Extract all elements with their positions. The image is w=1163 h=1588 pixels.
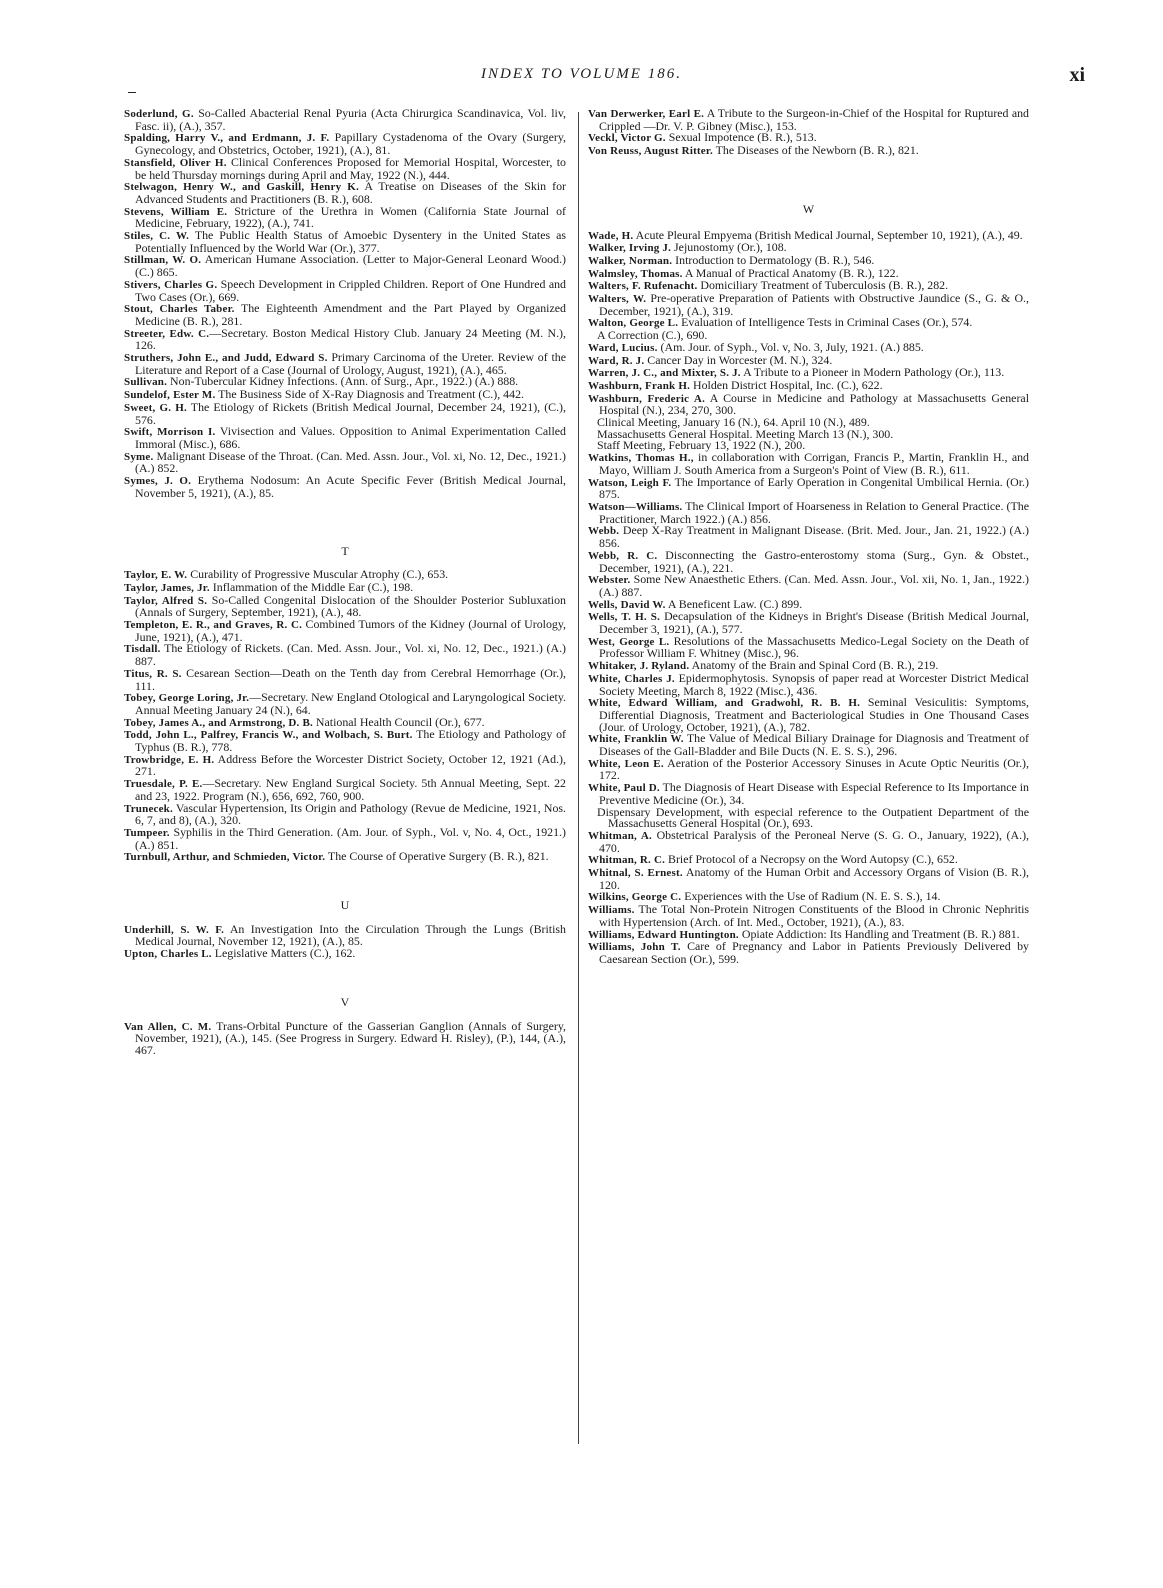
entry-text: Clinical Conferences Proposed for Memorial Hospital, Worcester, to be held Thursday mornings during April and May, 1922 (N.), 444. <box>135 154 567 182</box>
entry-text: Aeration of the Posterior Accessory Sinuses in Acute Optic Neuritis (Or.), 172. <box>599 755 1029 783</box>
entry-text: Speech Development in Crippled Children. Report of One Hundred and Two Cases (Or.), 669. <box>135 276 566 304</box>
entry-author: Upton, Charles L. <box>124 948 212 961</box>
entry-text: Trans-Orbital Puncture of the Gasserian Ganglion (Annals of Surgery, November, 1921), (A.), 145. (See Progress in Surgery. Edward H. Risley), (P.), 144, (A.), 467. <box>135 1018 566 1057</box>
right-column <box>588 108 1029 966</box>
entry-text: Obstetrical Paralysis of the Peroneal Nerve (S. G. O., January, 1922), (A.), 470. <box>599 827 1030 855</box>
index-entry <box>124 181 566 205</box>
entry-text: Holden District Hospital, Inc. (C.), 622. <box>690 377 883 392</box>
entry-text: American Humane Association. (Letter to Major-General Leonard Wood.) (C.) 865. <box>135 252 567 280</box>
entry-text: —Secretary. New England Surgical Society. 5th Annual Meeting, Sept. 22 and 23, 1922. Program (N.), 656, 692, 760, 900. <box>135 776 566 803</box>
entry-text: Combined Tumors of the Kidney (Journal of Urology, June, 1921), (A.), 471. <box>135 617 566 644</box>
entry-author: Webster. <box>588 574 631 587</box>
v-entries-right <box>588 108 1029 158</box>
entry-text: Acute Pleural Empyema (British Medical Journal, September 10, 1921), (A.), 49. <box>633 227 1023 242</box>
index-entry <box>588 474 1029 502</box>
entry-author: Taylor, E. W. <box>124 569 188 582</box>
entry-author: Whitaker, J. Ryland. <box>588 660 690 673</box>
index-entry <box>124 800 566 828</box>
entry-text: The Course of Operative Surgery (B. R.), 821. <box>325 849 549 864</box>
index-entry <box>124 619 566 643</box>
t-entries <box>124 569 566 864</box>
entry-text: National Health Council (Or.), 677. <box>312 714 485 729</box>
entry-text: Decapsulation of the Kidneys in Bright's Disease (British Medical Journal, December 3, 1921), (A.), 577. <box>599 609 1029 637</box>
index-entry <box>588 611 1029 635</box>
entry-text: Some New Anaesthetic Ethers. (Can. Med. Assn. Jour., Vol. xii, No. 1, Jan., 1922.) (A.) 887. <box>599 572 1029 599</box>
entry-text: The Diseases of the Newborn (B. R.), 821. <box>712 143 919 158</box>
entry-text: The Value of Medical Biliary Drainage for Diagnosis and Treatment of Diseases of the Gall-Bladder and Bile Ducts (N. E. S. S.), 296. <box>599 731 1029 759</box>
entry-text: Papillary Cystadenoma of the Ovary (Surgery, Gynecology, and Obstetrics, October, 1921), (A.), 81. <box>135 130 566 158</box>
index-entry <box>124 108 566 132</box>
entry-author: Truesdale, P. E. <box>124 778 203 791</box>
entry-author: Stansfield, Oliver H. <box>124 156 227 169</box>
entry-text: Opiate Addiction: Its Handling and Treatment (B. R.) 881. <box>738 926 1020 941</box>
entry-author: Washburn, Frank H. <box>588 379 691 392</box>
index-subentry: Dispensary Development, with especial reference to the Outpatient Department of the Massachusetts General Hospital (Or.), 693. <box>597 804 1029 831</box>
entry-text: (Am. Jour. of Syph., Vol. v, No. 3, July, 1921. (A.) 885. <box>657 339 924 354</box>
index-entry <box>588 827 1030 855</box>
index-entry <box>588 733 1029 757</box>
entry-author: Whitman, R. C. <box>588 854 666 867</box>
entry-author: Williams. <box>588 904 635 917</box>
index-entry <box>124 303 566 327</box>
index-entry <box>124 592 566 620</box>
entry-text: Domiciliary Treatment of Tuberculosis (B. R.), 282. <box>697 278 949 293</box>
running-head: INDEX TO VOLUME 186. <box>481 66 682 82</box>
entry-text: Vivisection and Values. Opposition to Animal Experimentation Called Immoral (Misc.), 686. <box>135 424 566 451</box>
page-number: xi <box>1069 64 1085 86</box>
entry-text: Malignant Disease of the Throat. (Can. Med. Assn. Jour., Vol. xi, No. 12, Dec., 1921.) (A.) 852. <box>135 448 566 476</box>
entry-text: Sexual Impotence (B. R.), 513. <box>665 130 817 145</box>
entry-author: Sullivan. <box>124 376 168 389</box>
entry-text: Anatomy of the Brain and Spinal Cord (B. R.), 219. <box>689 658 939 673</box>
entry-author: Ward, Lucius. <box>588 341 658 354</box>
entry-author: Walker, Norman. <box>588 254 673 267</box>
entry-author: Warren, J. C., and Mixter, S. J. <box>588 367 741 380</box>
entry-author: Ward, R. J. <box>588 354 645 367</box>
left-column <box>124 108 566 1057</box>
entry-text: Erythema Nodosum: An Acute Specific Fever (British Medical Journal, November 5, 1921), (A.), 85. <box>135 473 566 500</box>
entry-author: Walters, W. <box>588 293 647 306</box>
index-entry <box>124 132 566 156</box>
index-entry <box>588 547 1029 575</box>
entry-text: Inflammation of the Middle Ear (C.), 198. <box>209 579 414 594</box>
entry-text: in collaboration with Corrigan, Francis P., Martin, Franklin H., and Mayo, William J. South America from a Surgeon's Point of View (B. R.), 611. <box>599 450 1029 477</box>
w-entries <box>588 227 1030 966</box>
entry-author: Turnbull, Arthur, and Schmieden, Victor. <box>124 851 326 864</box>
entry-text: Syphilis in the Third Generation. (Am. Jour. of Syph., Vol. v, No. 4, Oct., 1921.) (A.) 851. <box>135 824 566 852</box>
entry-author: Syme. <box>124 450 154 463</box>
index-entry <box>588 227 1029 243</box>
entry-author: Watson—Williams. <box>588 500 683 513</box>
entry-text: The Eighteenth Amendment and the Part Played by Organized Medicine (B. R.), 281. <box>135 301 566 328</box>
entry-text: The Total Non-Protein Nitrogen Constituents of the Blood in Chronic Nephritis with Hypertension (Arch. of Int. Med., October, 1921), (A.), 83. <box>599 902 1029 929</box>
index-entry <box>588 782 1029 806</box>
entry-text: —Secretary. New England Otological and Laryngological Society. Annual Meeting January 24 (N.), 64. <box>135 690 566 717</box>
section-letter-v: V <box>340 994 350 1009</box>
entry-text: Experiences with the Use of Radium (N. E. S. S.), 14. <box>681 889 941 904</box>
entry-author: Templeton, E. R., and Graves, R. C. <box>124 619 303 632</box>
entry-text: A Tribute to the Surgeon-in-Chief of the Hospital for Ruptured and Crippled —Dr. V. P. Gibney (Misc.), 153. <box>599 106 1029 133</box>
entry-author: Taylor, Alfred S. <box>124 594 208 607</box>
index-entry <box>124 665 567 693</box>
entry-author: Watkins, Thomas H., <box>588 452 694 465</box>
index-subentry: Clinical Meeting, January 16 (N.), 64. April 10 (N.), 489. <box>597 415 870 430</box>
entry-author: Wells, T. H. S. <box>588 611 661 624</box>
index-entry <box>124 824 566 852</box>
entry-author: Symes, J. O. <box>124 475 192 488</box>
entry-author: White, Edward William, and Gradwohl, R. B. H. <box>588 697 861 710</box>
entry-text: Cesarean Section—Death on the Tenth day from Cerebral Hemorrhage (Or.), 111. <box>135 665 567 693</box>
index-entry <box>124 643 566 667</box>
column-divider <box>578 112 579 1444</box>
index-entry <box>588 108 1029 132</box>
entry-author: Van Allen, C. M. <box>124 1020 212 1033</box>
entry-author: White, Leon E. <box>588 757 664 770</box>
entry-author: Veckl, Victor G. <box>588 132 666 145</box>
index-entry <box>588 633 1029 661</box>
index-subentry: A Correction (C.), 690. <box>597 328 708 343</box>
index-entry <box>588 498 1029 526</box>
entry-author: Walmsley, Thomas. <box>588 267 683 280</box>
entry-text: Seminal Vesiculitis: Symptoms, Differential Diagnosis, Treatment and Bacteriological Studies in One Thousand Cases (Jour. of Urology, October, 1921), (A.), 782. <box>599 695 1030 734</box>
entry-author: Sweet, G. H. <box>124 401 187 414</box>
entry-author: Walters, F. Rufenacht. <box>588 280 698 293</box>
index-entry <box>588 670 1029 698</box>
entry-text: Non-Tubercular Kidney Infections. (Ann. of Surg., Apr., 1922.) (A.) 888. <box>167 374 519 389</box>
index-entry <box>124 948 566 961</box>
index-entry <box>588 452 1029 476</box>
entry-text: So-Called Congenital Dislocation of the Shoulder Posterior Subluxation (Annals of Surgery, September, 1921), (A.), 48. <box>135 592 566 620</box>
entry-author: Stillman, W. O. <box>124 254 202 267</box>
entry-text: The Etiology of Rickets. (Can. Med. Assn. Jour., Vol. xi, No. 12, Dec., 1921.) (A.) 887. <box>135 641 566 669</box>
index-entry <box>124 729 566 753</box>
entry-text: A Course in Medicine and Pathology at Massachusetts General Hospital (N.), 234, 270, 300. <box>599 390 1030 418</box>
entry-text: The Diagnosis of Heart Disease with Especial Reference to Its Importance in Preventive Medicine (Or.), 34. <box>599 780 1029 807</box>
section-letter-w: W <box>802 201 815 216</box>
index-entry <box>124 1018 566 1057</box>
entry-author: Todd, John L., Palfrey, Francis W., and Wolbach, S. Burt. <box>124 729 413 742</box>
entry-author: Trowbridge, E. H. <box>124 753 215 766</box>
entry-author: Whitnal, S. Ernest. <box>588 867 683 880</box>
entry-author: Struthers, John E., and Judd, Edward S. <box>124 352 328 365</box>
index-entry <box>588 867 1029 891</box>
entry-author: Spalding, Harry V., and Erdmann, J. F. <box>124 132 330 145</box>
entry-text: Brief Protocol of a Necropsy on the Word Autopsy (C.), 652. <box>665 852 958 867</box>
entry-author: Whitman, A. <box>588 829 653 842</box>
entry-author: Wade, H. <box>588 229 634 242</box>
entry-author: Tisdall. <box>124 643 161 656</box>
index-entry <box>124 426 566 450</box>
entry-text: Introduction to Dermatology (B. R.), 546. <box>672 252 875 267</box>
entry-author: Watson, Leigh F. <box>588 476 672 489</box>
entry-text: Deep X-Ray Treatment in Malignant Disease. (Brit. Med. Jour., Jan. 21, 1922.) (A.) 856. <box>599 523 1029 551</box>
index-entry <box>124 325 566 353</box>
entry-text: A Manual of Practical Anatomy (B. R.), 122. <box>682 265 899 280</box>
entry-author: Von Reuss, August Ritter. <box>588 145 713 158</box>
entry-text: Disconnecting the Gastro-enterostomy stoma (Surg., Gyn. & Obstet., December, 1921), (A.), 221. <box>599 547 1029 575</box>
entry-text: The Clinical Import of Hoarseness in Relation to General Practice. (The Practitioner, March 1922.) (A.) 856. <box>599 498 1029 526</box>
index-entry <box>588 574 1029 598</box>
entry-author: Sundelof, Ester M. <box>124 389 216 402</box>
entry-author: White, Franklin W. <box>588 733 684 746</box>
entry-author: Underhill, S. W. F. <box>124 923 225 936</box>
index-entry <box>588 390 1030 418</box>
index-entry <box>124 921 566 949</box>
entry-author: Walker, Irving J. <box>588 242 672 255</box>
entry-author: Tobey, George Loring, Jr. <box>124 692 250 705</box>
entry-author: Soderlund, G. <box>124 108 194 120</box>
entry-text: Anatomy of the Human Orbit and Accessory Organs of Vision (B. R.), 120. <box>599 865 1029 892</box>
entry-text: Address Before the Worcester District Society, October 12, 1921 (Ad.), 271. <box>135 751 566 779</box>
u-entries <box>124 921 566 961</box>
entry-author: Wilkins, George C. <box>588 891 682 904</box>
entry-text: Evaluation of Intelligence Tests in Criminal Cases (Or.), 574. <box>678 315 973 330</box>
entry-author: Trunecek. <box>124 802 173 815</box>
entry-text: An Investigation Into the Circulation Through the Lungs (British Medical Journal, November 12, 1921), (A.), 85. <box>135 921 566 949</box>
entry-author: White, Paul D. <box>588 782 660 795</box>
entry-text: Legislative Matters (C.), 162. <box>211 946 356 961</box>
v-entries-left <box>124 1018 566 1057</box>
entry-text: The Importance of Early Operation in Congenital Umbilical Hernia. (Or.) 875. <box>599 474 1029 502</box>
entry-author: Williams, Edward Huntington. <box>588 928 739 941</box>
index-entry <box>588 755 1029 783</box>
entry-text: Stricture of the Urethra in Women (California State Journal of Medicine, February, 1922), (A.), 741. <box>135 203 566 231</box>
index-entry <box>588 941 1029 965</box>
entry-text: Epidermophytosis. Synopsis of paper read at Worcester District Medical Society Meeting, March 8, 1922 (Misc.), 436. <box>599 670 1029 698</box>
entry-text: A Beneficent Law. (C.) 899. <box>665 596 803 611</box>
entry-author: Swift, Morrison I. <box>124 426 216 439</box>
dash-mark <box>128 92 136 93</box>
index-entry <box>588 525 1029 549</box>
index-entry <box>124 448 566 476</box>
entry-text: Cancer Day in Worcester (M. N.), 324. <box>644 352 833 367</box>
entry-text: Pre-operative Preparation of Patients with Obstructive Jaundice (S., G. & O., December, 1921), (A.), 319. <box>599 291 1030 318</box>
index-entry <box>124 751 566 779</box>
s-entries <box>124 108 566 500</box>
entry-text: Vascular Hypertension, Its Origin and Pathology (Revue de Medicine, 1921, Nos. 6, 7, and 8), (A.), 320. <box>135 800 566 828</box>
entry-text: Resolutions of the Massachusetts Medico-Legal Society on the Death of Professor William F. Whitney (Misc.), 96. <box>599 633 1029 661</box>
entry-author: Tumpeer. <box>124 826 170 839</box>
entry-author: Van Derwerker, Earl E. <box>588 108 705 120</box>
entry-author: Stevens, William E. <box>124 205 228 218</box>
entry-author: Tobey, James A., and Armstrong, D. B. <box>124 716 313 729</box>
entry-author: Stiles, C. W. <box>124 230 190 243</box>
index-subentry: Staff Meeting, February 13, 1922 (N.), 200. <box>597 438 806 453</box>
index-entry <box>124 399 566 427</box>
index-entry <box>124 778 566 802</box>
entry-author: Webb. <box>588 525 620 538</box>
entry-author: Titus, R. S. <box>124 667 182 680</box>
index-entry <box>124 475 566 499</box>
index-entry <box>124 154 567 182</box>
entry-author: Stelwagon, Henry W., and Gaskill, Henry K. <box>124 181 360 194</box>
entry-author: Streeter, Edw. C. <box>124 327 210 340</box>
entry-author: Webb, R. C. <box>588 549 658 562</box>
section-letter-t: T <box>341 543 349 558</box>
entry-author: Walton, George L. <box>588 317 679 330</box>
entry-author: Stout, Charles Taber. <box>124 303 235 316</box>
index-entry <box>124 230 566 254</box>
entry-text: So-Called Abacterial Renal Pyuria (Acta Chirurgica Scandinavica, Vol. liv, Fasc. ii), (A.), 357. <box>135 106 566 133</box>
entry-author: Wells, David W. <box>588 598 666 611</box>
entry-author: Washburn, Frederic A. <box>588 392 706 405</box>
index-entry <box>124 851 566 864</box>
entry-text: The Business Side of X-Ray Diagnosis and Treatment (C.), 442. <box>215 387 524 402</box>
index-entry <box>588 904 1029 928</box>
section-letter-u: U <box>340 898 350 913</box>
index-entry <box>124 254 566 278</box>
entry-text: The Public Health Status of Amoebic Dysentery in the United States as Potentially Influenced by the World War (Or.), 377. <box>135 228 566 255</box>
entry-text: The Etiology of Rickets (British Medical Journal, December 24, 1921), (C.), 576. <box>135 399 566 427</box>
entry-text: A Treatise on Diseases of the Skin for Advanced Students and Practitioners (B. R.), 608. <box>135 179 567 206</box>
entry-author: Williams, John T. <box>588 941 681 954</box>
entry-author: West, George L. <box>588 635 670 648</box>
entry-author: Stivers, Charles G. <box>124 278 218 291</box>
entry-text: —Secretary. Boston Medical History Club. January 24 Meeting (M. N.), 126. <box>135 325 566 353</box>
entry-text: The Etiology and Pathology of Typhus (B. R.), 778. <box>135 727 567 755</box>
index-entry <box>588 145 1029 158</box>
entry-text: Curability of Progressive Muscular Atrophy (C.), 653. <box>187 567 449 582</box>
index-entry <box>124 352 566 376</box>
index-entry <box>124 692 566 716</box>
index-subentry: Massachusetts General Hospital. Meeting March 13 (N.), 300. <box>597 426 894 441</box>
entry-author: White, Charles J. <box>588 672 675 685</box>
entry-text: Primary Carcinoma of the Ureter. Review of the Literature and Report of a Case (Journal of Urology, August, 1921), (A.), 465. <box>135 350 566 377</box>
entry-text: Care of Pregnancy and Labor in Patients Previously Delivered by Caesarean Section (Or.), 599. <box>599 939 1029 966</box>
page-header <box>0 60 1163 100</box>
index-entry <box>588 697 1029 733</box>
index-entry <box>124 203 566 231</box>
entry-author: Taylor, James, Jr. <box>124 581 210 594</box>
index-entry <box>124 276 566 304</box>
entry-text: A Tribute to a Pioneer in Modern Pathology (Or.), 113. <box>740 365 1005 380</box>
index-entry <box>588 293 1029 317</box>
entry-text: Jejunostomy (Or.), 108. <box>671 240 787 255</box>
